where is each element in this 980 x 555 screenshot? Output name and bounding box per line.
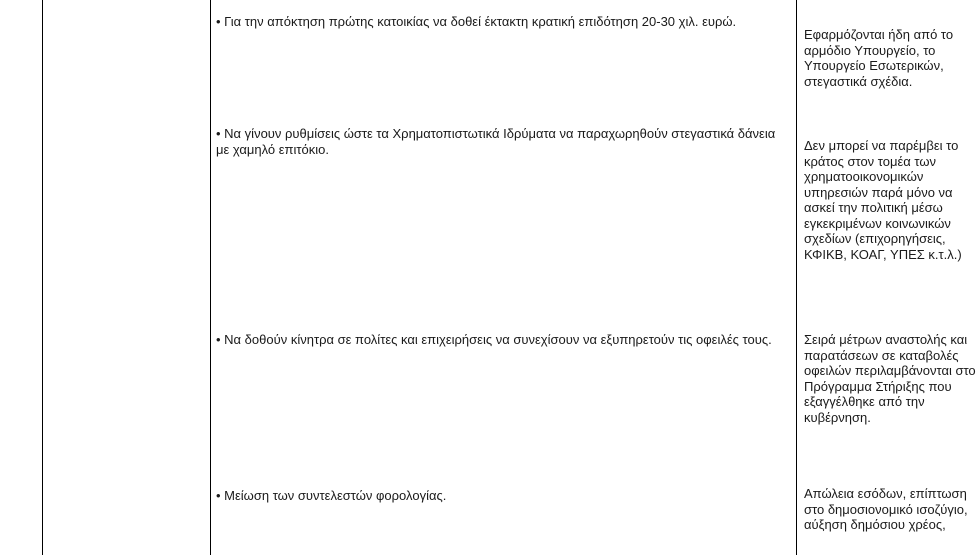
- proposal-cell: • Να γίνουν ρυθμίσεις ώστε τα Χρηματοπιστωτικά Ιδρύματα να παραχωρηθούν στεγαστικά δάνεια με χαμηλό επιτόκιο.: [216, 126, 776, 157]
- table-border-col1: [210, 0, 211, 555]
- proposal-cell: • Για την απόκτηση πρώτης κατοικίας να δοθεί έκτακτη κρατική επιδότηση 20-30 χιλ. ευρώ.: [216, 14, 737, 29]
- response-cell: Εφαρμόζονται ήδη από το αρμόδιο Υπουργείο, το Υπουργείο Εσωτερικών, στεγαστικά σχέδια.: [804, 27, 954, 89]
- response-cell: Σειρά μέτρων αναστολής και παρατάσεων σε καταβολές οφειλών περιλαμβάνονται στο Πρόγραμμα Στήριξης που εξαγγέλθηκε από την κυβέρνηση.: [804, 332, 976, 425]
- response-cell: Δεν μπορεί να παρέμβει το κράτος στον τομέα των χρηματοοικονομικών υπηρεσιών παρά μόνο να ασκεί την πολιτική μέσω εγκεκριμένων κοινωνικών σχεδίων (επιχορηγήσεις, ΚΦΙΚΒ, ΚΟΑΓ, ΥΠΕΣ κ.τ.λ.): [804, 138, 962, 262]
- table-border-left: [42, 0, 43, 555]
- response-cell: Απώλεια εσόδων, επίπτωση στο δημοσιονομικό ισοζύγιο, αύξηση δημόσιου χρέος,: [804, 486, 968, 532]
- proposal-cell: • Να δοθούν κίνητρα σε πολίτες και επιχειρήσεις να συνεχίσουν να εξυπηρετούν τις οφειλές τους.: [216, 332, 772, 347]
- proposal-cell: • Μείωση των συντελεστών φορολογίας.: [216, 488, 447, 503]
- table-border-col2: [796, 0, 797, 555]
